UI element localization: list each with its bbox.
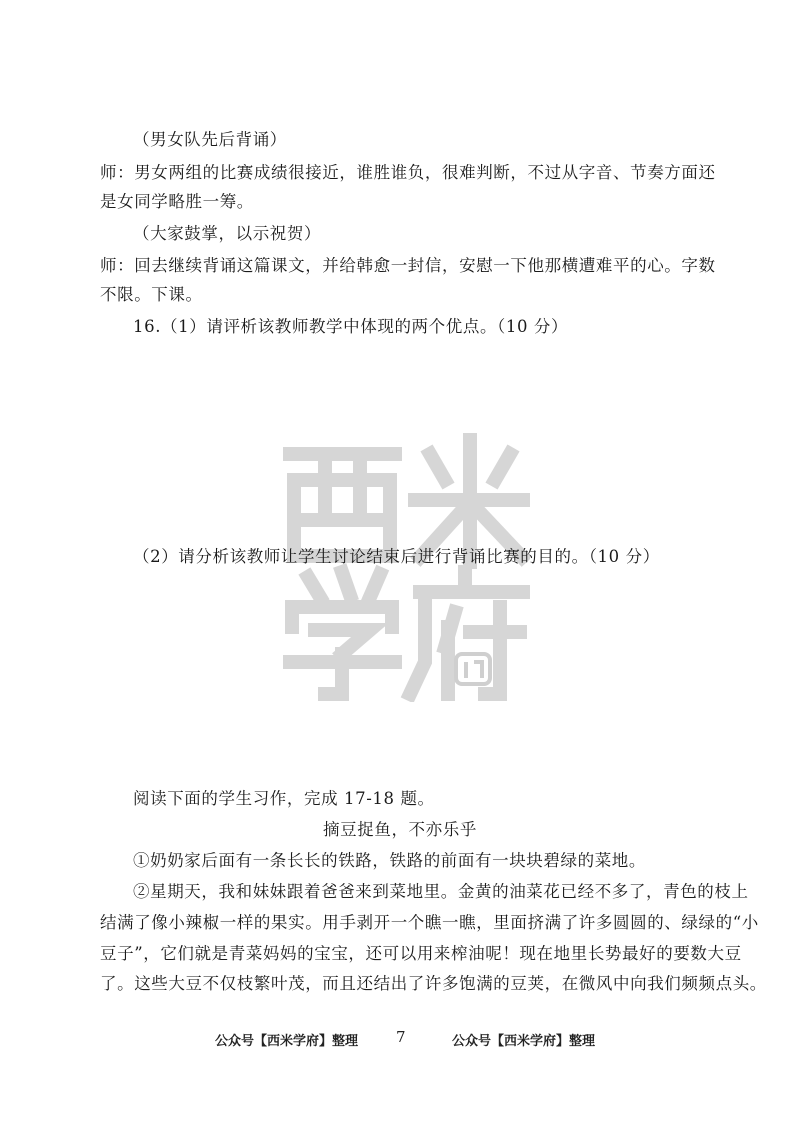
essay-title: 摘豆捉鱼，不亦乐乎 bbox=[323, 820, 477, 839]
footer-left-credit: 公众号【西米学府】整理 bbox=[215, 1034, 359, 1049]
stage-direction-line: （男女队先后背诵） bbox=[133, 130, 287, 149]
teacher-speech-continued: 是女同学略胜一筹。 bbox=[100, 192, 254, 211]
question-16-part-2: （2）请分析该教师让学生讨论结束后进行背诵比赛的目的。（10 分） bbox=[133, 547, 660, 566]
teacher-speech-line: 师：回去继续背诵这篇课文，并给韩愈一封信，安慰一下他那横遭难平的心。字数 bbox=[100, 256, 716, 275]
essay-paragraph-2-line: ②星期天，我和妹妹跟着爸爸来到菜地里。金黄的油菜花已经不多了，青色的枝上 bbox=[133, 882, 749, 901]
essay-paragraph-2-line: 了。这些大豆不仅枝繁叶茂，而且还结出了许多饱满的豆荚，在微风中向我们频频点头。 bbox=[100, 974, 767, 993]
reading-instruction: 阅读下面的学生习作，完成 17-18 题。 bbox=[133, 789, 435, 808]
essay-paragraph-1: ①奶奶家后面有一条长长的铁路，铁路的前面有一块块碧绿的菜地。 bbox=[133, 851, 646, 870]
essay-paragraph-2-line: 豆子”，它们就是青菜妈妈的宝宝，还可以用来榨油呢！现在地里长势最好的要数大豆 bbox=[100, 944, 742, 963]
stage-direction-line: （大家鼓掌，以示祝贺） bbox=[133, 224, 322, 243]
teacher-speech-continued: 不限。下课。 bbox=[100, 285, 203, 304]
footer-right-credit: 公众号【西米学府】整理 bbox=[452, 1034, 596, 1049]
question-16-part-1: 16.（1）请评析该教师教学中体现的两个优点。（10 分） bbox=[133, 317, 569, 336]
teacher-speech-line: 师：男女两组的比赛成绩很接近，谁胜谁负，很难判断，不过从字音、节奏方面还 bbox=[100, 163, 716, 182]
page-number: 7 bbox=[396, 1028, 406, 1046]
essay-paragraph-2-line: 结满了像小辣椒一样的果实。用手剥开一个瞧一瞧，里面挤满了许多圆圆的、绿绿的“小 bbox=[100, 913, 759, 932]
